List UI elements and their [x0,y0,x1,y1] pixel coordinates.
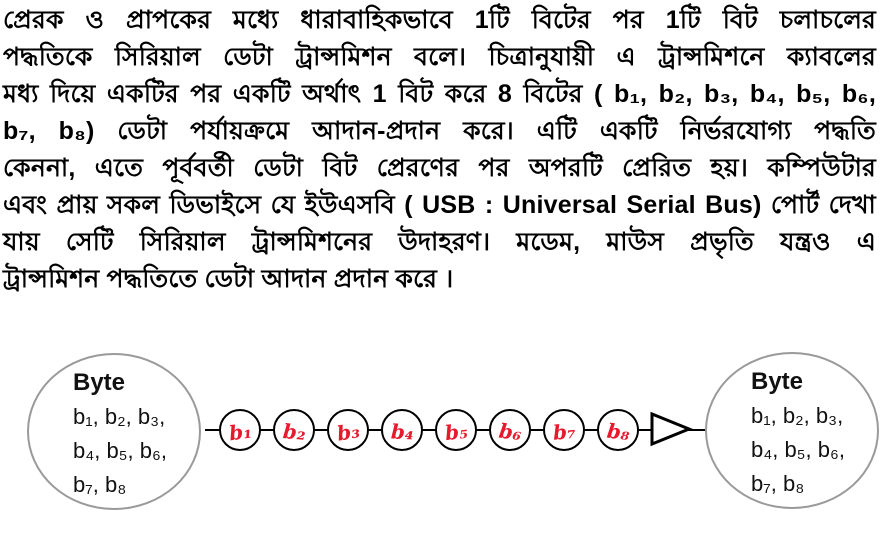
bit-label: b₅ [443,418,469,446]
bit-label: b₂ [281,419,307,445]
receiver-byte-title: Byte [751,368,804,395]
receiver-bits-line: b₁, b₂, b₃, [751,403,844,428]
paragraph-line: প্রেরক ও প্রাপকের মধ্যে ধারাবাহিকভাবে 1টি বিটের পর 1টি বিট চলাচলের [3,6,876,34]
bit-label: b₁ [227,418,253,446]
bit-circle [273,409,315,451]
paragraph-line: ট্রান্সমিশন পদ্ধতিতে ডেটা আদান প্রদান করে । [3,265,454,293]
receiver-byte-ellipse [705,352,879,509]
bit-circle [381,409,423,451]
sender-byte-content [29,355,199,502]
receiver-bits-line: b₄, b₅, b₆, [751,437,845,462]
paragraph-line: যায় সেটি সিরিয়াল ট্রান্সমিশনের উদাহরণ। মডেম, মাউস প্রভৃতি যন্ত্রও এ [3,228,876,256]
paragraph-line: পদ্ধতিকে সিরিয়াল ডেটা ট্রান্সমিশন বলে। চিত্রানুযায়ী এ ট্রান্সমিশনে ক্যাবলের [3,43,876,71]
bit-circle [489,409,531,451]
sender-bits-line: b₄, b₅, b₆, [73,438,167,463]
sender-bits-line: b₁, b₂, b₃, [73,404,166,429]
paragraph-line: মধ্য দিয়ে একটির পর একটি অর্থাৎ 1 বিট করে 8 বিটের ( b₁, b₂, b₃, b₄, b₅, b₆, [3,80,876,108]
bit-label: b₆ [497,418,523,446]
receiver-byte-content [707,354,877,501]
bit-circle [327,409,369,451]
sender-byte-ellipse [27,353,201,510]
bit-circle [219,409,261,451]
sender-byte-title: Byte [73,369,126,396]
sender-bits-line: b₇, b₈ [73,472,127,497]
bit-circle [543,409,585,451]
receiver-bits-line: b₇, b₈ [751,471,805,496]
direction-arrow-icon [649,411,693,449]
bit-label: b₇ [551,419,577,445]
bit-circle [435,409,477,451]
bit-label: b₈ [605,418,631,446]
bit-circle [597,409,639,451]
paragraph-line: b₇, b₈) ডেটা পর্যায়ক্রমে আদান-প্রদান করে। এটি একটি নির্ভরযোগ্য পদ্ধতি [3,117,876,145]
bit-label: b₄ [390,419,414,445]
paragraph-line: এবং প্রায় সকল ডিভাইসে যে ইউএসবি ( USB : Universal Serial Bus) পোর্ট দেখা [3,191,876,219]
bit-label: b₃ [334,418,362,446]
paragraph-line: কেননা, এতে পূর্ববর্তী ডেটা বিট প্রেরণের পর অপরটি প্রেরিত হয়। কম্পিউটার [3,154,876,182]
